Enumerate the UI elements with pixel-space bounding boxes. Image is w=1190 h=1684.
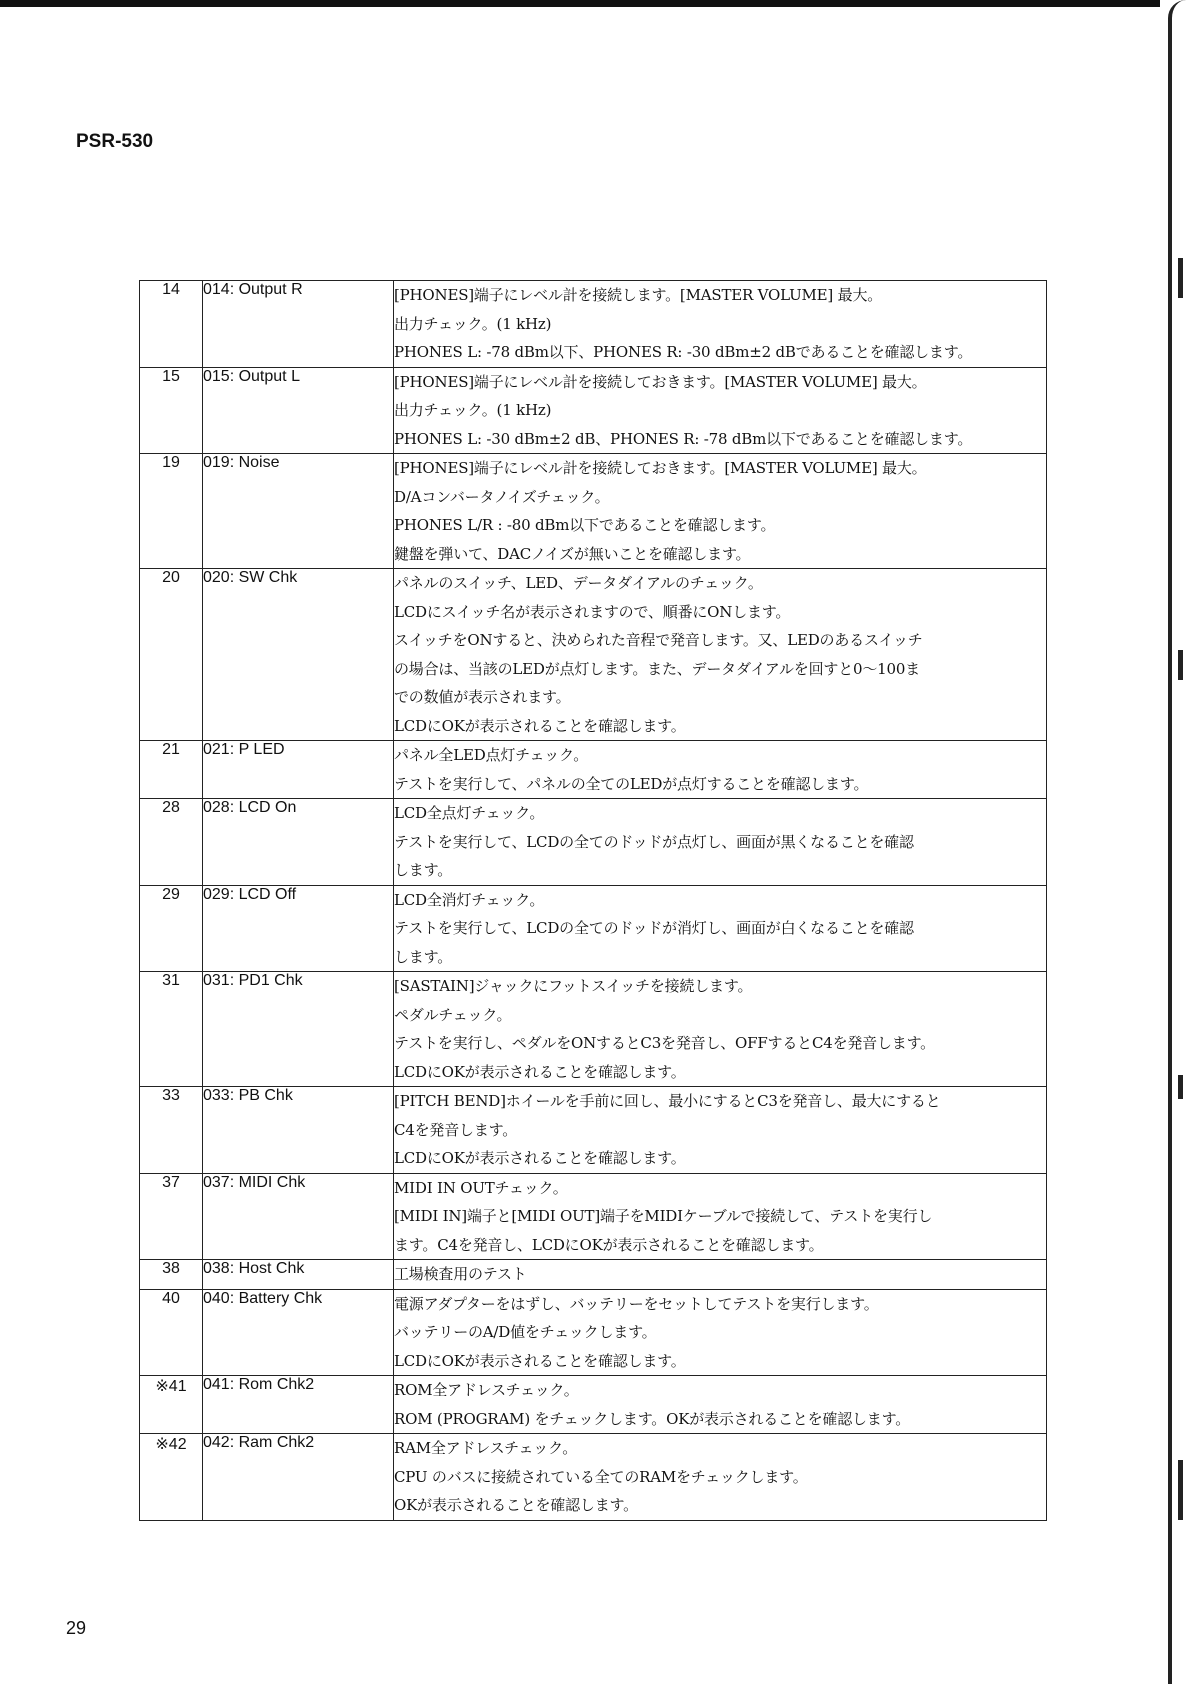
test-name: 029: LCD Off (203, 885, 394, 972)
test-number: ※41 (140, 1376, 203, 1434)
description-line: PHONES L: -30 dBm±2 dB、PHONES R: -78 dBm以下であることを確認します。 (394, 429, 973, 448)
edge-mark (1178, 258, 1183, 298)
table-row (140, 1376, 1047, 1434)
description-line: D/Aコンバータノイズチェック。 (394, 487, 610, 506)
test-description (394, 1260, 1047, 1290)
test-description (394, 1376, 1047, 1434)
description-line: LCDにスイッチ名が表示されますので、順番にONします。 (394, 602, 791, 621)
edge-mark (1178, 1075, 1183, 1099)
test-number: 29 (140, 885, 203, 972)
test-name: 028: LCD On (203, 799, 394, 886)
test-number: 37 (140, 1173, 203, 1260)
description-line: [MIDI IN]端子と[MIDI OUT]端子をMIDIケーブルで接続して、テストを実行し (394, 1207, 933, 1225)
test-number: 15 (140, 367, 203, 454)
description-line: します。 (394, 861, 453, 879)
test-name: 041: Rom Chk2 (203, 1376, 394, 1434)
test-number: 28 (140, 799, 203, 886)
table-row (140, 569, 1047, 741)
description-line: MIDI IN OUTチェック。 (394, 1178, 568, 1197)
test-name: 042: Ram Chk2 (203, 1434, 394, 1521)
test-number: 19 (140, 454, 203, 569)
test-description (394, 454, 1047, 569)
test-number: 40 (140, 1289, 203, 1376)
test-description (394, 1434, 1047, 1521)
description-line: 出力チェック。(1 kHz) (394, 401, 552, 419)
description-line: LCDにOKが表示されることを確認します。 (394, 1062, 686, 1081)
test-number: 33 (140, 1087, 203, 1174)
table-row (140, 1289, 1047, 1376)
description-line: バッテリーのA/D値をチェックします。 (394, 1323, 657, 1341)
description-line: します。 (394, 947, 453, 966)
test-description (394, 569, 1047, 741)
table-row (140, 799, 1047, 886)
test-number: 20 (140, 569, 203, 741)
test-name: 037: MIDI Chk (203, 1173, 394, 1260)
table-body (140, 281, 1047, 1521)
test-description (394, 885, 1047, 972)
description-line: LCDにOKが表示されることを確認します。 (394, 716, 686, 735)
description-line: OKが表示されることを確認します。 (394, 1496, 638, 1514)
description-line: 電源アダプターをはずし、バッテリーをセットしてテストを実行します。 (394, 1294, 879, 1313)
test-mode-table (139, 280, 1047, 1521)
test-description (394, 741, 1047, 799)
description-line: LCD全点灯チェック。 (394, 804, 545, 822)
test-description (394, 1173, 1047, 1260)
description-line: RAM全アドレスチェック。 (394, 1439, 578, 1457)
description-line: パネル全LED点灯チェック。 (394, 746, 589, 764)
description-line: 出力チェック。(1 kHz) (394, 314, 552, 333)
description-line: ペダルチェック。 (394, 1005, 512, 1024)
table-row (140, 281, 1047, 368)
test-description (394, 281, 1047, 368)
table-row (140, 454, 1047, 569)
test-name: 038: Host Chk (203, 1260, 394, 1290)
test-number: 38 (140, 1260, 203, 1290)
description-line: PHONES L/R : -80 dBm以下であることを確認します。 (394, 516, 776, 534)
test-number: 14 (140, 281, 203, 368)
page-number: 29 (66, 1618, 87, 1638)
table-row (140, 741, 1047, 799)
test-description (394, 367, 1047, 454)
description-line: での数値が表示されます。 (394, 688, 571, 706)
table-row (140, 1260, 1047, 1290)
description-line: テストを実行し、ペダルをONするとC3を発音し、OFFするとC4を発音します。 (394, 1034, 935, 1052)
test-description (394, 972, 1047, 1087)
description-line: 工場検査用のテスト (394, 1265, 527, 1283)
page-right-edge (1168, 0, 1186, 1684)
table-row (140, 1173, 1047, 1260)
test-name: 020: SW Chk (203, 569, 394, 741)
description-line: LCDにOKが表示されることを確認します。 (394, 1351, 686, 1370)
description-line: テストを実行して、LCDの全てのドッドが点灯し、画面が黒くなることを確認 (394, 832, 914, 851)
page-top-rule (0, 0, 1160, 7)
description-line: C4を発音します。 (394, 1120, 518, 1139)
test-name: 014: Output R (203, 281, 394, 368)
model-heading: PSR-530 (76, 131, 154, 152)
table-row (140, 1087, 1047, 1174)
description-line: [SASTAIN]ジャックにフットスイッチを接続します。 (394, 977, 753, 995)
description-line: [PHONES]端子にレベル計を接続します。[MASTER VOLUME] 最大。 (394, 286, 883, 304)
description-line: パネルのスイッチ、LED、データダイアルのチェック。 (394, 574, 763, 592)
test-name: 021: P LED (203, 741, 394, 799)
description-line: LCDにOKが表示されることを確認します。 (394, 1149, 686, 1167)
table-row (140, 367, 1047, 454)
description-line: PHONES L: -78 dBm以下、PHONES R: -30 dBm±2 dBであることを確認します。 (394, 343, 973, 361)
test-description (394, 1087, 1047, 1174)
test-number: 31 (140, 972, 203, 1087)
test-description (394, 1289, 1047, 1376)
description-line: 鍵盤を弾いて、DACノイズが無いことを確認します。 (394, 544, 751, 563)
test-name: 015: Output L (203, 367, 394, 454)
description-line: テストを実行して、パネルの全てのLEDが点灯することを確認します。 (394, 774, 869, 793)
table-row (140, 972, 1047, 1087)
description-line: の場合は、当該のLEDが点灯します。また、データダイアルを回すと0～100ま (394, 659, 920, 678)
test-name: 040: Battery Chk (203, 1289, 394, 1376)
edge-mark (1178, 1460, 1183, 1520)
table-row (140, 885, 1047, 972)
description-line: [PHONES]端子にレベル計を接続しておきます。[MASTER VOLUME] 最大。 (394, 459, 927, 477)
description-line: [PHONES]端子にレベル計を接続しておきます。[MASTER VOLUME] 最大。 (394, 372, 927, 391)
test-description (394, 799, 1047, 886)
test-name: 031: PD1 Chk (203, 972, 394, 1087)
table-row (140, 1434, 1047, 1521)
description-line: テストを実行して、LCDの全てのドッドが消灯し、画面が白くなることを確認 (394, 919, 914, 937)
test-number: 21 (140, 741, 203, 799)
description-line: スイッチをONすると、決められた音程で発音します。又、LEDのあるスイッチ (394, 631, 923, 649)
description-line: LCD全消灯チェック。 (394, 890, 545, 909)
test-number: ※42 (140, 1434, 203, 1521)
description-line: ます。C4を発音し、LCDにOKが表示されることを確認します。 (394, 1235, 824, 1254)
test-name: 033: PB Chk (203, 1087, 394, 1174)
test-name: 019: Noise (203, 454, 394, 569)
description-line: [PITCH BEND]ホイールを手前に回し、最小にするとC3を発音し、最大にすると (394, 1092, 941, 1110)
description-line: ROM (PROGRAM) をチェックします。OKが表示されることを確認します。 (394, 1409, 910, 1428)
description-line: ROM全アドレスチェック。 (394, 1381, 579, 1399)
description-line: CPU のバスに接続されている全てのRAMをチェックします。 (394, 1467, 808, 1486)
edge-mark (1178, 650, 1183, 680)
